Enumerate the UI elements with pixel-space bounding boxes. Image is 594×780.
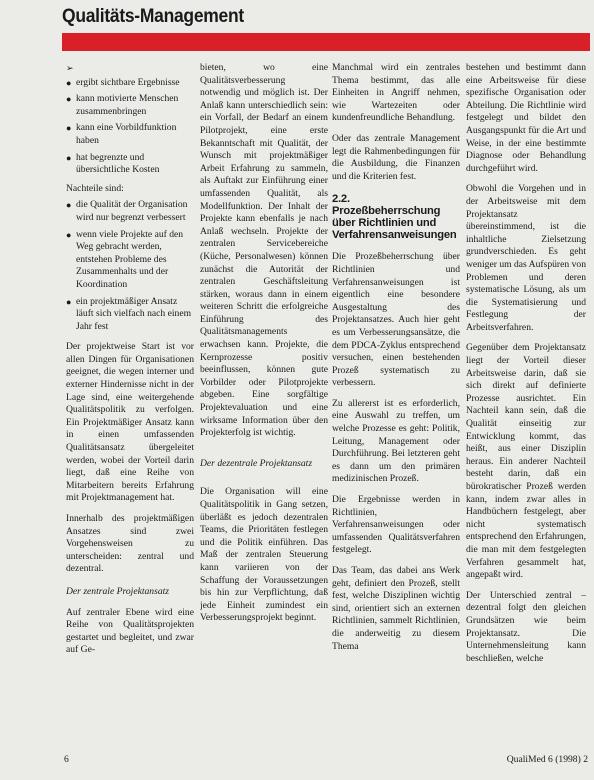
bullet-icon: ● bbox=[66, 296, 72, 307]
body-paragraph: Manchmal wird ein zentrales Thema bestimmt, das alle Einheiten in Angriff nehmen, wie Wartezeiten oder kundenfreundliche Behandlung. bbox=[332, 62, 460, 124]
body-paragraph: Die Ergebnisse werden in Richtlinien, Verfahrensanweisungen oder umfassenden Qualitätsverfahren festgelegt. bbox=[332, 494, 460, 556]
bullet-icon: ● bbox=[66, 229, 72, 240]
text-column-1 bbox=[66, 62, 194, 702]
body-paragraph: Zu allererst ist es erforderlich, eine Auswahl zu treffen, um welche Prozesse es geht: Politik, Leitung, Management oder Durchführung. Bei letzteren geht es dann um den primären medizinischen Prozeß. bbox=[332, 397, 460, 485]
subheading: Der zentrale Projektansatz bbox=[66, 585, 170, 597]
body-paragraph: bestehen und bestimmt dann eine Arbeitsweise für diese spezifische Organisation oder Abteilung. Die Richtlinie wird festgelegt und bildet den Ausgangspunkt für die Art und Weise, in der eine bestimmte Diagnose oder Behandlung durchgeführt wird. bbox=[466, 62, 586, 174]
journal-citation: QualiMed 6 (1998) 2 bbox=[506, 754, 588, 765]
arrow-bullet-icon: ➢ bbox=[66, 63, 74, 73]
text-column-2 bbox=[200, 62, 328, 702]
page-title: Qualitäts-Management bbox=[62, 6, 244, 27]
body-paragraph: Die Organisation will eine Qualitätspolitik in Gang setzen, überläßt es jedoch dezentralen Teams, die Prioritäten festlegen und die Politik einführen. Das Maß der zentralen Steuerung kann variieren von der Schaffung der Voraussetzungen bis hin zur Verpflichtung, daß jede Einheit zumindest ein Verbesserungsprojekt beginnt. bbox=[200, 486, 328, 624]
body-paragraph: Innerhalb des projektmäßigen Ansatzes sind zwei Vorgehensweisen zu unterscheiden: zentral und dezentral. bbox=[66, 513, 194, 575]
bullet-icon: ● bbox=[66, 123, 72, 134]
body-paragraph: Auf zentraler Ebene wird eine Reihe von Qualitätsprojekten gestartet und begleitet, und zwar auf Ge- bbox=[66, 606, 194, 656]
body-paragraph: Der projektweise Start ist vor allen Dingen für Organisationen geeignet, die wegen interner und externer Hindernisse nicht in der Lage sind, eine weitergehende Qualitätspolitik zu verfolgen. Ein Projektmäßiger Ansatz kann in einen umfassenden Qualitätsansatz übergeleitet werden, wobei der Vorteil darin liegt, daß eine Reihe von Mitarbeitern bereits Erfahrung mit Projektmanagement hat. bbox=[66, 341, 194, 504]
bullet-icon: ● bbox=[66, 200, 72, 211]
list-item: ● kann motivierte Menschen zusammenbringen bbox=[66, 93, 179, 117]
list-item: ● hat begrenzte und übersichtliche Kosten bbox=[66, 151, 160, 176]
page-number: 6 bbox=[64, 754, 69, 765]
header-red-bar bbox=[62, 33, 590, 51]
body-paragraph: Die Prozeßbeherrschung über Richtlinien und Verfahrensanweisungen ist eigentlich eine besondere Ausgestaltung des Projektansatzes. Auch hier geht es um Verbesserungsansätze, die dem PDCA-Zyklus entsprechend versuchen, einen bestehenden Prozeß systematisch zu verbessern. bbox=[332, 251, 460, 389]
bullet-icon: ● bbox=[66, 152, 72, 163]
bullet-icon: ● bbox=[66, 77, 72, 88]
section-heading: 2.2. Prozeßbeherrschung über Richtlinien und Verfahrensanweisungen bbox=[332, 193, 457, 242]
text-column-4 bbox=[466, 62, 586, 732]
bullet-icon: ● bbox=[66, 94, 72, 105]
list-item: ● kann eine Vorbildfunktion haben bbox=[66, 122, 177, 146]
list-item: ● ergibt sichtbare Ergebnisse bbox=[66, 76, 180, 88]
body-paragraph: Das Team, das dabei ans Werk geht, definiert den Prozeß, stellt fest, welche Disziplinen wichtig sind, orientiert sich an externen Richtlinien, sammelt Richtlinien, die anderweitig zu diesem Thema bbox=[332, 565, 460, 652]
body-paragraph: Oder das zentrale Management legt die Rahmenbedingungen für die Ausbildung, die Finanzen und die Kriterien fest. bbox=[332, 132, 460, 182]
body-paragraph: Gegenüber dem Projektansatz liegt der Vorteil dieser Arbeitsweise darin, daß sie sich direkt auf definierte Prozesse ausrichtet. Ein Nachteil kann sein, daß die Qualität einseitig zur Entwicklung kommt, das heißt, aus einer Disziplin heraus. Ein anderer Nachteil besteht darin, daß ein bürokratischer Prozeß werden kann, indem zwar alles in Handbüchern festgelegt, aber nicht systematisch entsprechend den Erfahrungen, die man mit dem festgelegten Verfahren gesammelt hat, angepaßt wird. bbox=[466, 342, 586, 581]
disadvantages-list bbox=[66, 199, 194, 333]
disadvantages-label: Nachteile sind: bbox=[66, 182, 124, 194]
list-item: ● die Qualität der Organisation wird nur begrenzt verbessert bbox=[66, 199, 188, 223]
text-column-3 bbox=[332, 62, 460, 727]
list-item: ● ein projektmäßiger Ansatz läuft sich vielfach nach einem Jahr fest bbox=[66, 295, 192, 332]
body-paragraph: Obwohl die Vorgehen und in der Arbeitsweise mit dem Projektansatz übereinstimmend, ist die inhaltliche Zielsetzung grundverschieden. Es geht weniger um das Aufspüren von Problemen und deren systematische Lösung, als um die Systematisierung und Festlegung der Arbeitsverfahren. bbox=[466, 183, 586, 333]
body-paragraph: Der Unterschied zentral – dezentral folgt den gleichen Grundsätzen wie beim Projektansatz. Die Unternehmensleitung kann beschließen, welche bbox=[466, 589, 586, 664]
body-paragraph: bieten, wo eine Qualitätsverbesserung notwendig und möglich ist. Der Anlaß kann unterschiedlich sein: ein Vorfall, der Bedarf an einem Pilotprojekt, eine erste Bekanntschaft mit Qualität, der Wunsch mit projektmäßiger Arbeit Erfahrung zu sammeln, als Auftakt zur Einführung einer umfassenden Qualität, als Modellfunktion. Der Inhalt der Projekte kann ebenfalls je nach Anlaß wechseln. Projekte der zentralen Servicebereiche (Küche, Personalwesen) können zunächst die Autorität der zentralen Geschäftsleitung stärken, woraus dann in einem weiteren Schritt die erfolgreiche Einführung des Qualitätsmanagements erwachsen kann. Projekte, die Kernprozesse positiv beeinflussen, können gute Vorbilder oder Pilotprojekte abgeben. Eine sorgfältige Projektevaluation und eine wirksame Information über den Projekterfolg ist wichtig. bbox=[200, 62, 328, 439]
advantages-list bbox=[66, 77, 194, 177]
list-item: ● wenn viele Projekte auf den Weg gebracht werden, entstehen Probleme des Zusammenhalts und der Koordination bbox=[66, 228, 184, 290]
subheading: Der dezentrale Projektansatz bbox=[200, 457, 313, 469]
